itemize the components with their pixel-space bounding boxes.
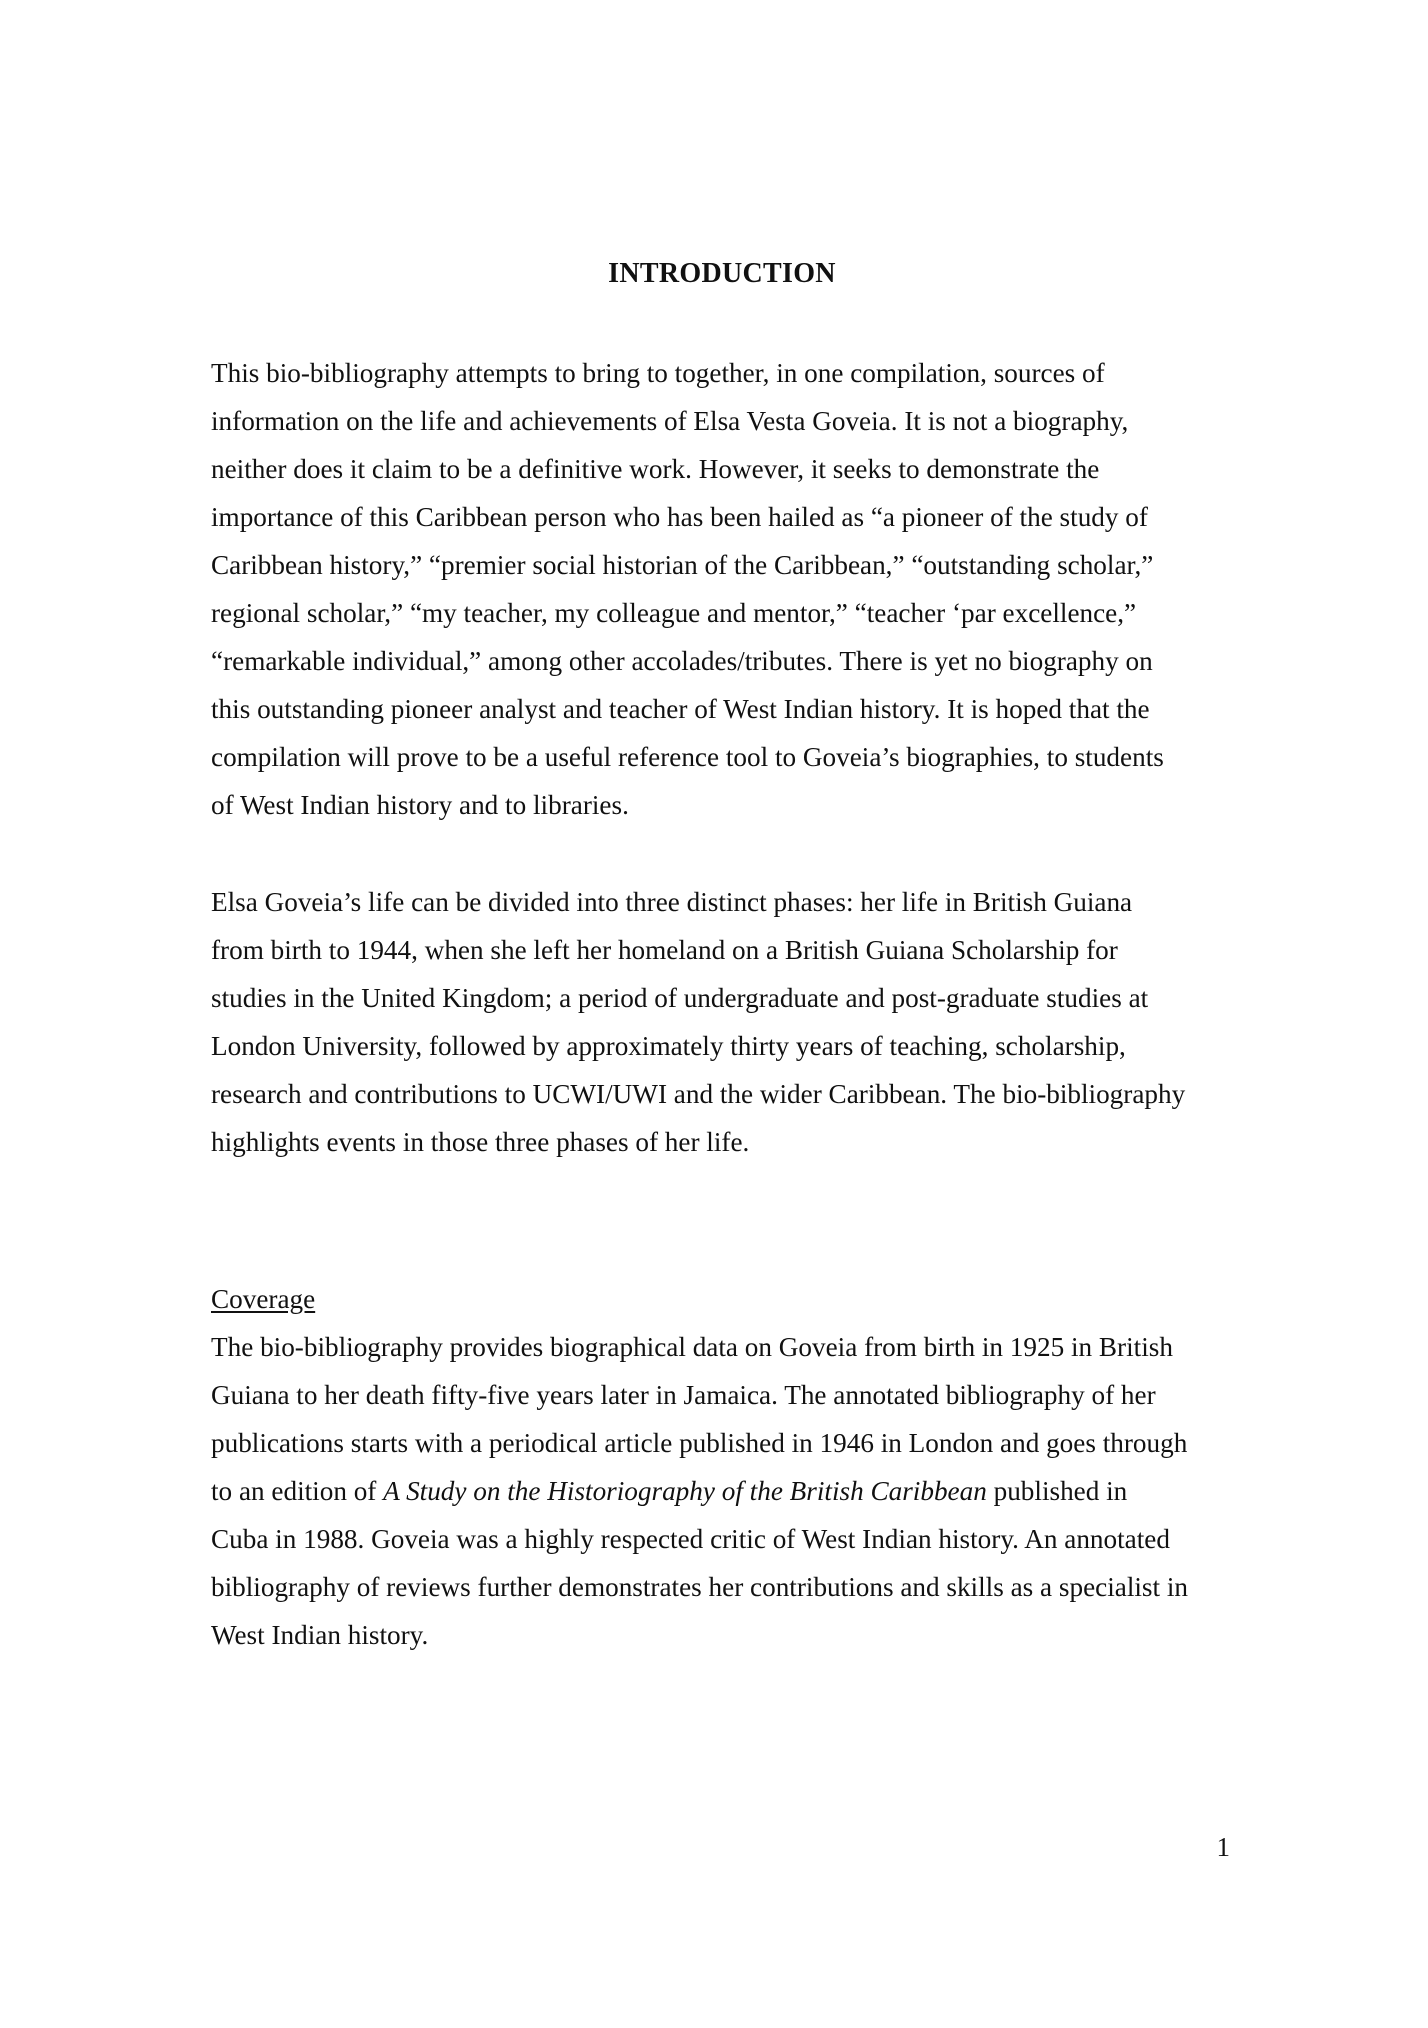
paragraph-line: this outstanding pioneer analyst and teacher of West Indian history. It is hoped that the — [211, 694, 1150, 724]
paragraph-line: Caribbean history,” “premier social historian of the Caribbean,” “outstanding scholar,” — [211, 550, 1154, 580]
line-text-before: to an edition of — [211, 1476, 384, 1506]
paragraph-line: This bio-bibliography attempts to bring to together, in one compilation, sources of — [211, 358, 1105, 388]
paragraph-line: importance of this Caribbean person who has been hailed as “a pioneer of the study of — [211, 502, 1148, 532]
paragraph-line: “remarkable individual,” among other accolades/tributes. There is yet no biography on — [211, 646, 1153, 676]
paragraph-line: The bio-bibliography provides biographical data on Goveia from birth in 1925 in British — [211, 1332, 1173, 1362]
book-title: A Study on the Historiography of the British Caribbean — [383, 1476, 987, 1506]
paragraph-line: studies in the United Kingdom; a period of undergraduate and post-graduate studies at — [211, 983, 1149, 1013]
coverage-paragraph — [211, 1323, 1241, 1659]
paragraph-line: Guiana to her death fifty-five years later in Jamaica. The annotated bibliography of her — [211, 1380, 1156, 1410]
paragraph-line: West Indian history. — [211, 1620, 429, 1650]
paragraph-line — [211, 1467, 1241, 1515]
paragraph-line: from birth to 1944, when she left her homeland on a British Guiana Scholarship for — [211, 935, 1118, 965]
paragraph-line: Cuba in 1988. Goveia was a highly respected critic of West Indian history. An annotated — [211, 1524, 1170, 1554]
paragraph-line: highlights events in those three phases of her life. — [211, 1127, 750, 1157]
paragraph-line: of West Indian history and to libraries. — [211, 790, 629, 820]
paragraph-line: regional scholar,” “my teacher, my colleague and mentor,” “teacher ‘par excellence,” — [211, 598, 1137, 628]
paragraph-line: compilation will prove to be a useful reference tool to Goveia’s biographies, to students — [211, 742, 1164, 772]
intro-paragraph — [211, 349, 1241, 829]
coverage-heading: Coverage — [211, 1284, 316, 1314]
paragraph-line: bibliography of reviews further demonstrates her contributions and skills as a specialist in — [211, 1572, 1189, 1602]
line-text-after: published in — [986, 1476, 1128, 1506]
paragraph-line: London University, followed by approximately thirty years of teaching, scholarship, — [211, 1031, 1126, 1061]
paragraph-line: research and contributions to UCWI/UWI and the wider Caribbean. The bio-bibliography — [211, 1079, 1186, 1109]
page-number: 1 — [1216, 1832, 1230, 1862]
paragraph-line: information on the life and achievements of Elsa Vesta Goveia. It is not a biography, — [211, 406, 1129, 436]
paragraph-line: neither does it claim to be a definitive work. However, it seeks to demonstrate the — [211, 454, 1100, 484]
paragraph-line: Elsa Goveia’s life can be divided into three distinct phases: her life in British Guiana — [211, 887, 1133, 917]
paragraph-line: publications starts with a periodical article published in 1946 in London and goes through — [211, 1428, 1188, 1458]
page-title: INTRODUCTION — [608, 258, 836, 289]
phases-paragraph — [211, 878, 1241, 1166]
